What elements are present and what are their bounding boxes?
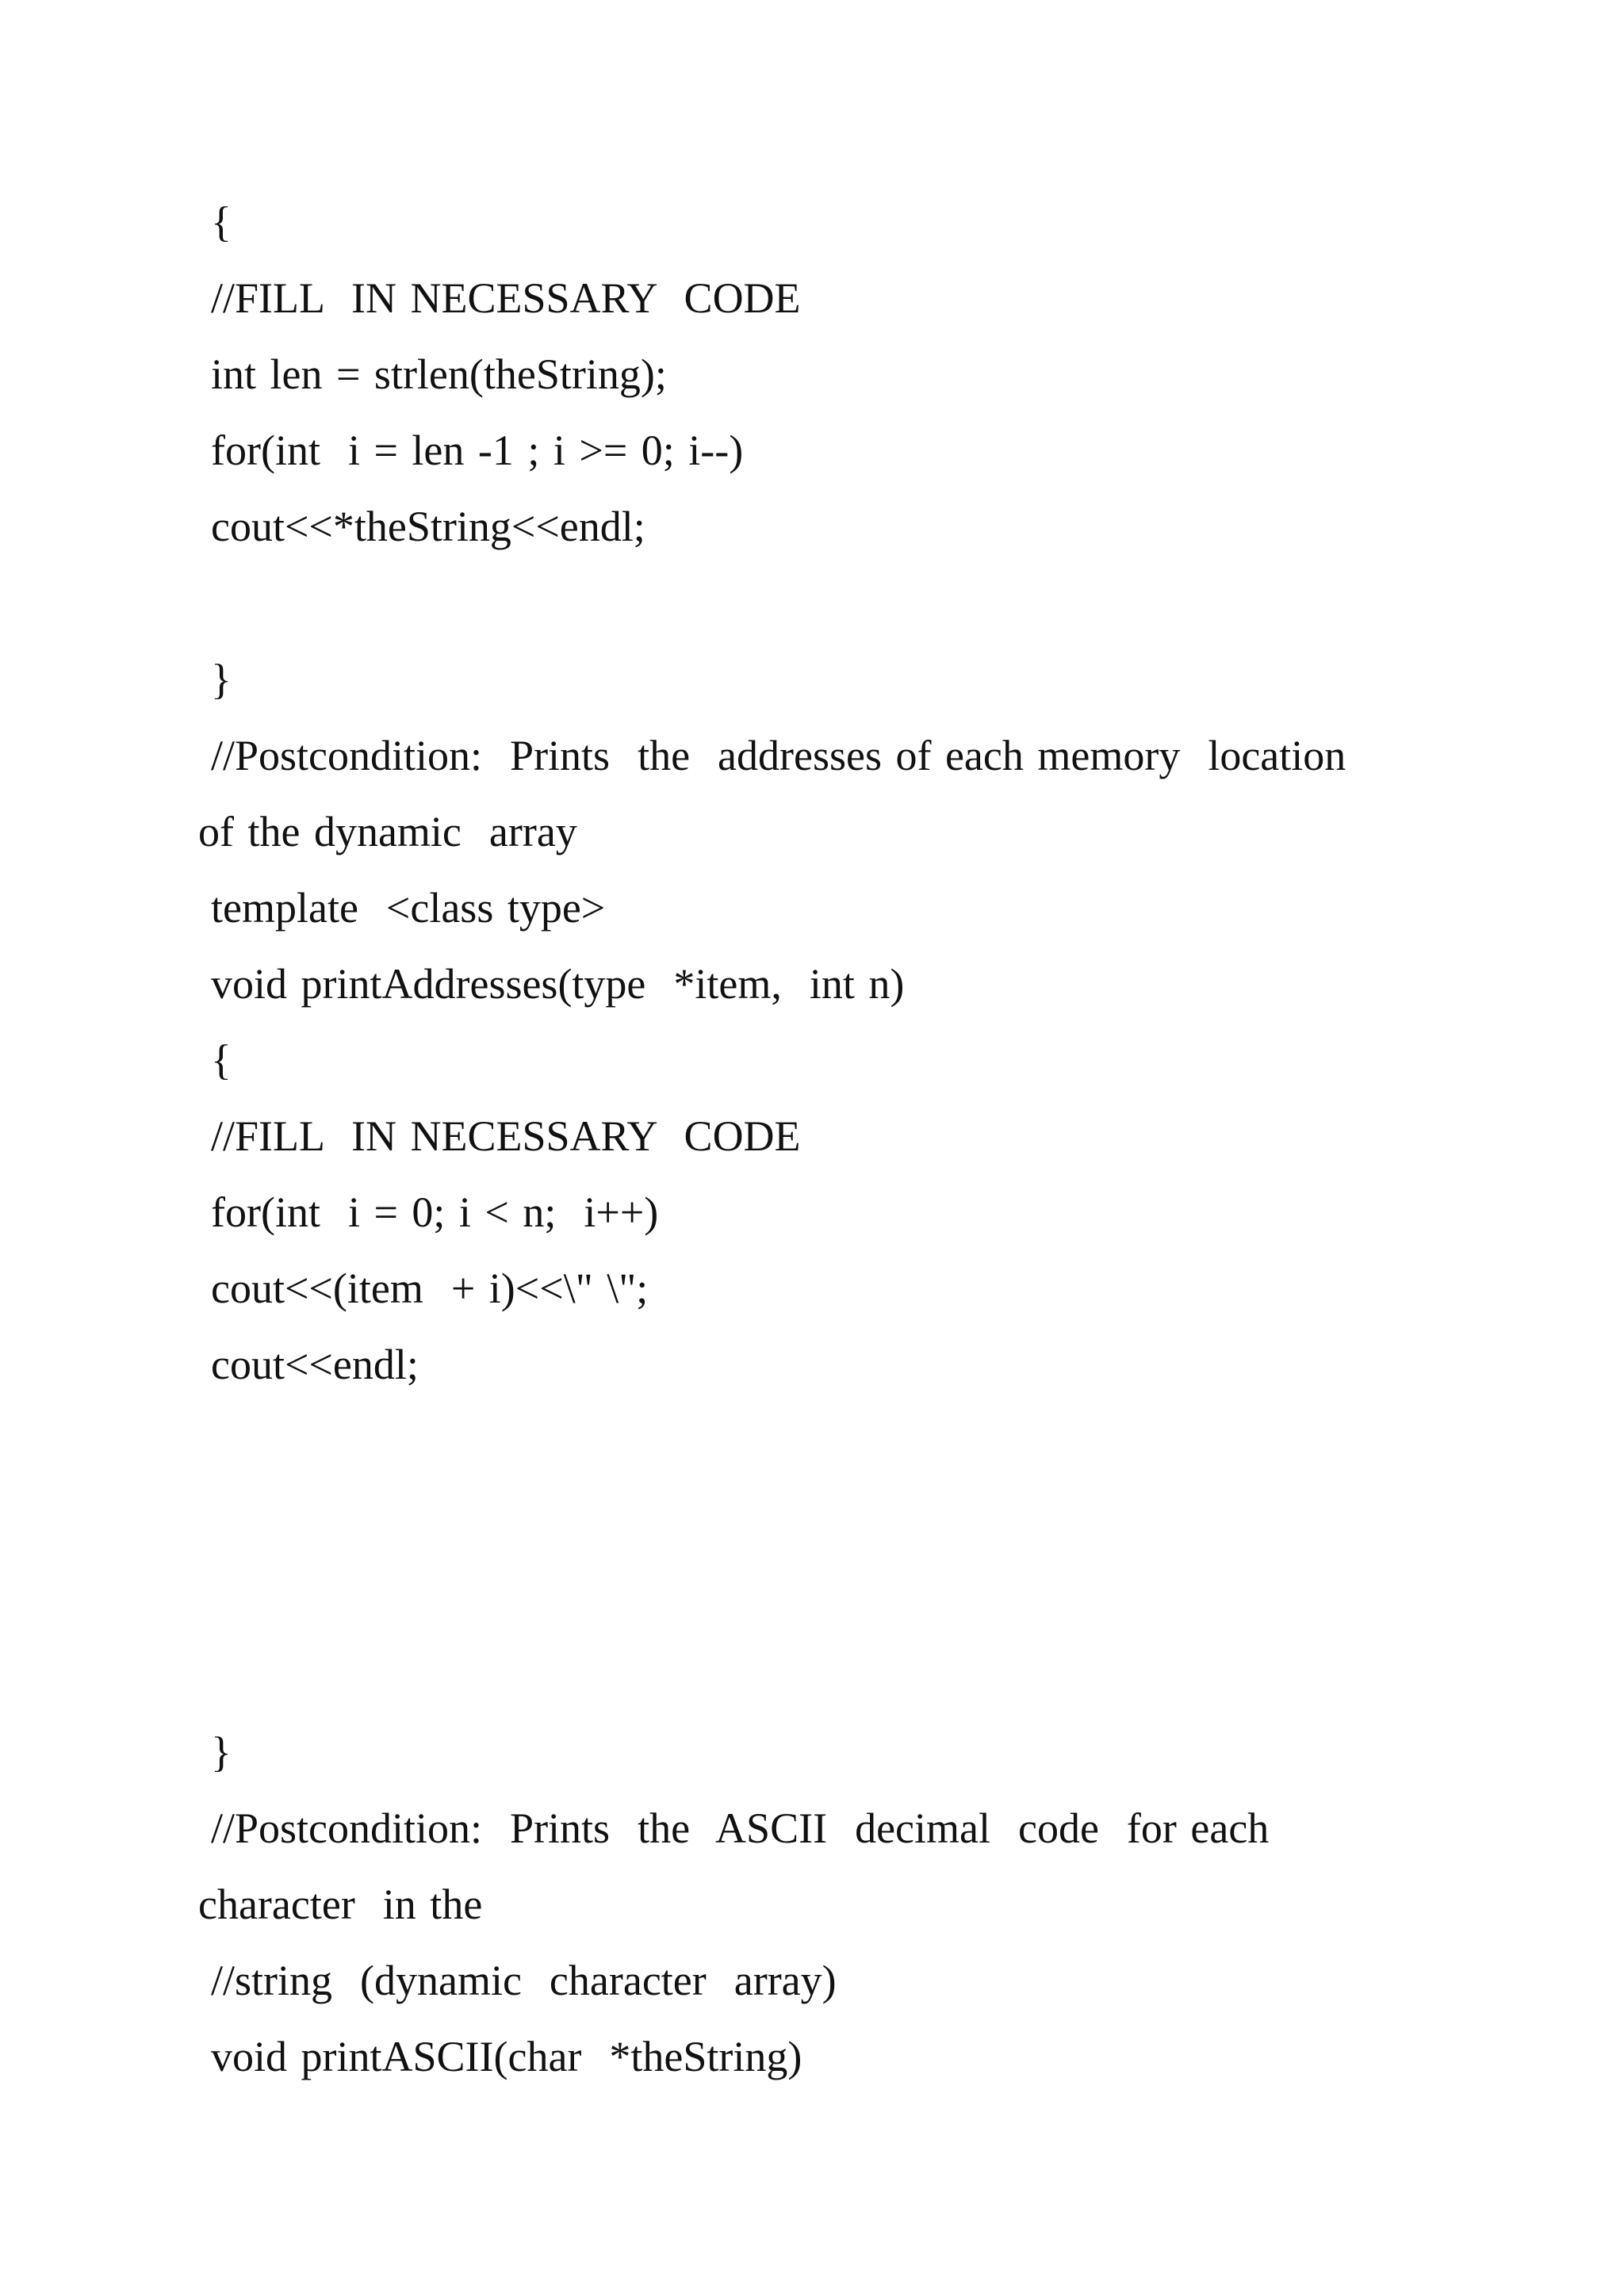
code-line: { [211,198,232,246]
code-line: void printAddresses(type *item, int n) [211,960,905,1008]
code-line: //FILL IN NECESSARY CODE [211,1112,801,1160]
code-line: cout<<(item + i)<<\" \"; [211,1265,649,1312]
code-line: character in the [198,1881,483,1928]
code-line: } [211,1728,232,1776]
code-line: cout<<endl; [211,1341,419,1388]
code-line: { [211,1036,232,1084]
code-line: } [211,656,232,703]
code-line: for(int i = len -1 ; i >= 0; i--) [211,427,744,474]
code-line: cout<<*theString<<endl; [211,503,645,550]
code-line: template <class type> [211,884,606,932]
code-line: void printASCII(char *theString) [211,2033,802,2080]
code-line: //Postcondition: Prints the addresses of each memory location [211,732,1346,779]
code-line: for(int i = 0; i < n; i++) [211,1188,659,1236]
code-line: of the dynamic array [198,808,577,855]
code-line: //Postcondition: Prints the ASCII decimal code for each [211,1804,1270,1852]
code-line: //string (dynamic character array) [211,1957,837,2004]
code-line: int len = strlen(theString); [211,350,667,398]
code-line: //FILL IN NECESSARY CODE [211,274,801,322]
